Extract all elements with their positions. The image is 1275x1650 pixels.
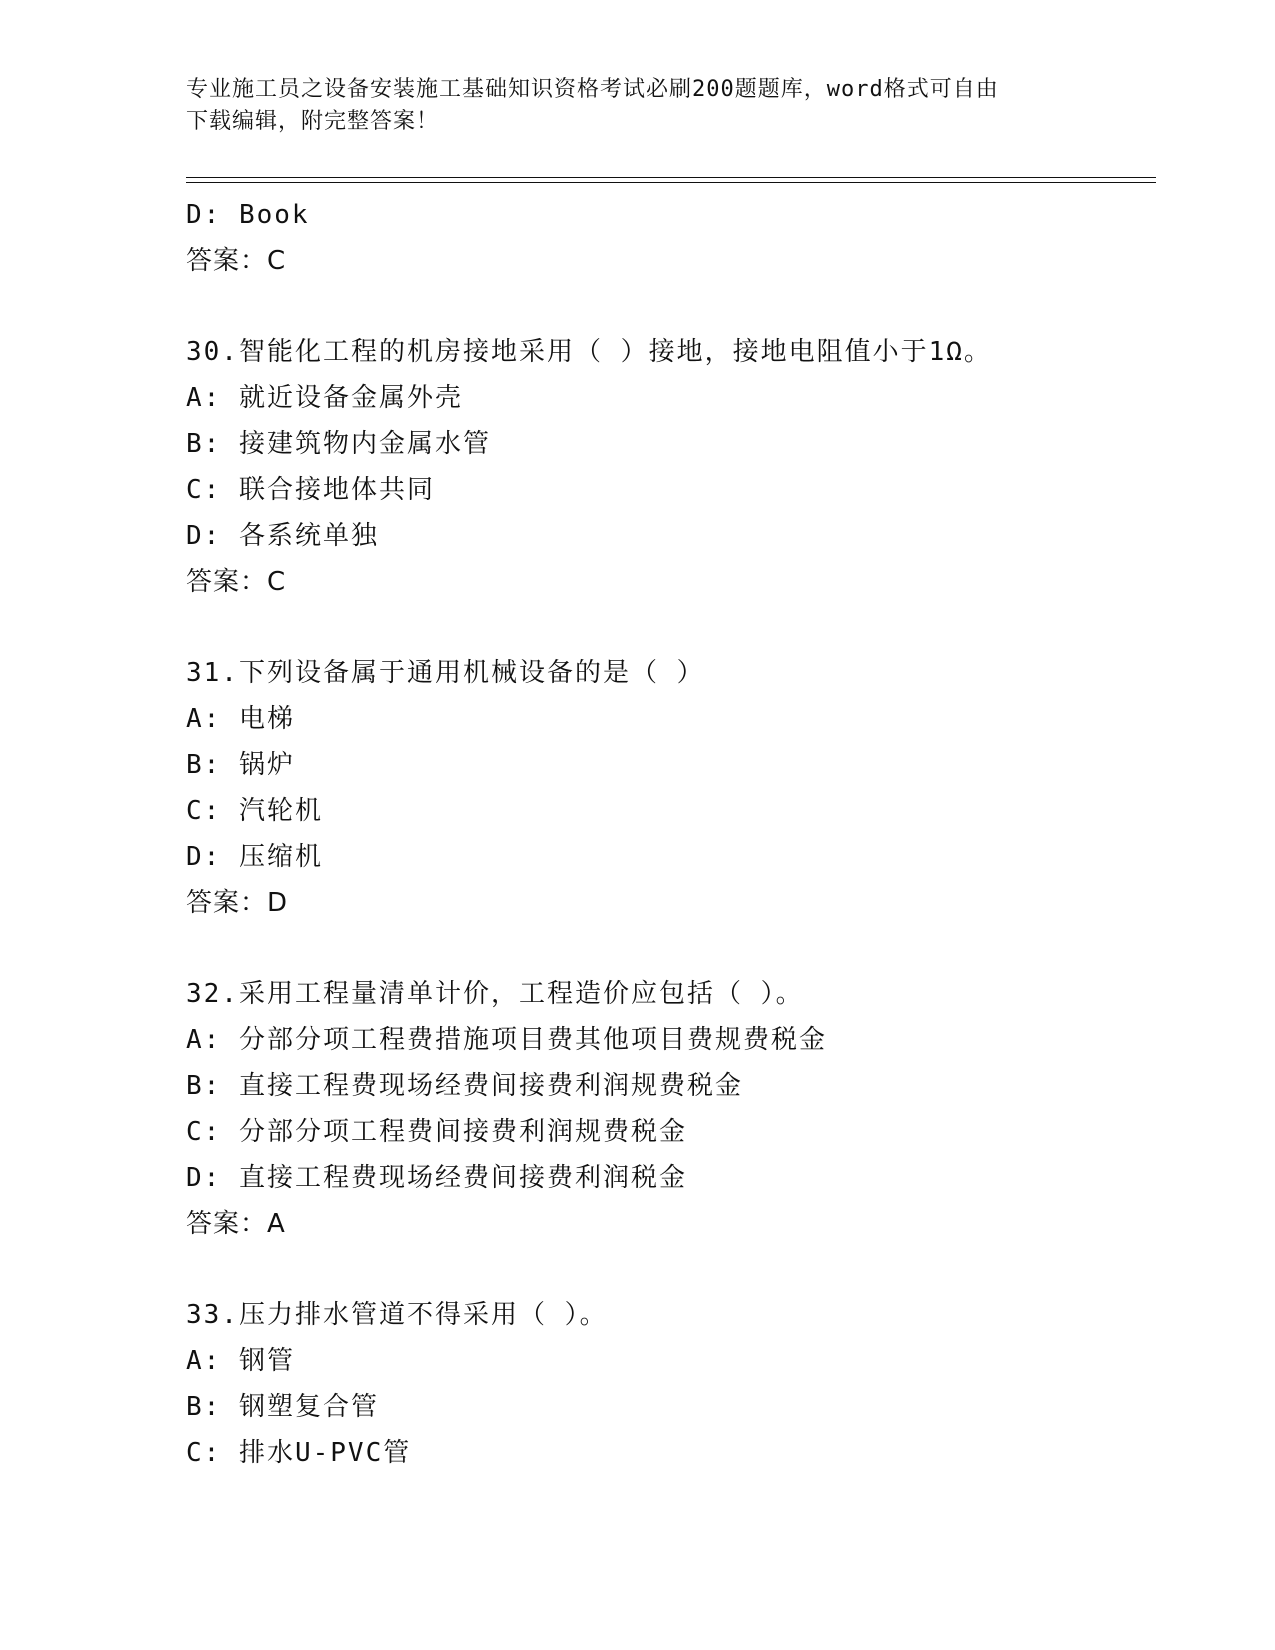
question-stem: 33.压力排水管道不得采用（ ）。 — [186, 1300, 608, 1330]
option-b: B: 钢塑复合管 — [186, 1392, 379, 1422]
question-stem: 30.智能化工程的机房接地采用（ ）接地，接地电阻值小于1Ω。 — [186, 337, 992, 367]
answer: 答案：A — [186, 1209, 286, 1239]
question-32 — [186, 971, 1156, 1247]
option-b: B: 锅炉 — [186, 750, 295, 780]
prev-answer: 答案：C — [186, 246, 287, 276]
header-line-1: 专业施工员之设备安装施工基础知识资格考试必刷200题题库，word格式可自由 — [186, 77, 999, 102]
option-b: B: 直接工程费现场经费间接费利润规费税金 — [186, 1071, 743, 1101]
question-list — [186, 192, 1156, 1476]
option-a: A: 钢管 — [186, 1346, 295, 1376]
document-header — [186, 74, 1086, 138]
option-d: D: 各系统单独 — [186, 521, 379, 551]
answer: 答案：C — [186, 567, 287, 597]
option-d: D: 压缩机 — [186, 842, 323, 872]
header-line-2: 下载编辑，附完整答案！ — [186, 109, 440, 134]
prev-option-d: D: Book — [186, 200, 310, 230]
question-stem: 32.采用工程量清单计价，工程造价应包括（ ）。 — [186, 979, 804, 1009]
option-a: A: 就近设备金属外壳 — [186, 383, 463, 413]
header-rule-top — [186, 177, 1156, 178]
option-a: A: 电梯 — [186, 704, 295, 734]
option-c: C: 分部分项工程费间接费利润规费税金 — [186, 1117, 687, 1147]
header-rule-bottom — [186, 182, 1156, 183]
question-30 — [186, 329, 1156, 605]
option-a: A: 分部分项工程费措施项目费其他项目费规费税金 — [186, 1025, 827, 1055]
answer: 答案：D — [186, 888, 289, 918]
option-c: C: 汽轮机 — [186, 796, 323, 826]
question-33 — [186, 1292, 1156, 1476]
option-d: D: 直接工程费现场经费间接费利润税金 — [186, 1163, 687, 1193]
question-stem: 31.下列设备属于通用机械设备的是（ ） — [186, 658, 705, 688]
option-c: C: 联合接地体共同 — [186, 475, 435, 505]
question-31 — [186, 650, 1156, 926]
option-b: B: 接建筑物内金属水管 — [186, 429, 491, 459]
option-c: C: 排水U-PVC管 — [186, 1438, 412, 1468]
